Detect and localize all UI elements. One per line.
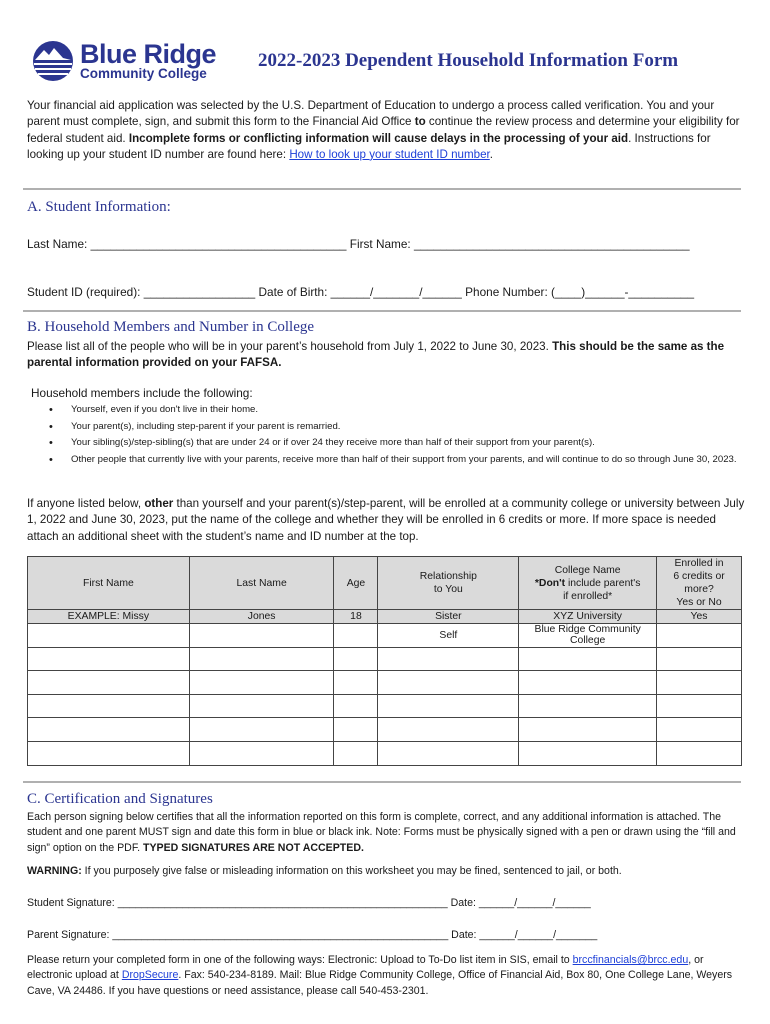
header-college-name: College Name *Don't include parent's if enrolled*	[519, 557, 657, 610]
household-table	[27, 556, 742, 766]
section-a-heading: A. Student Information:	[27, 199, 171, 215]
table-row	[28, 624, 742, 648]
first-name-cell[interactable]	[28, 624, 190, 648]
section-divider	[23, 781, 741, 783]
table-row	[28, 647, 742, 671]
relationship-cell: Self	[378, 624, 519, 648]
intro-paragraph: Your financial aid application was selected by the U.S. Department of Education to undergo a process called verification. You and your parent must complete, sign, and submit this form to the Financial Aid Office to continue the review process and determine your eligibility for federal student aid. Incomplete forms or conflicting information will cause delays in the processing of your aid. Instructions for looking up your student ID number are found here: How to look up your student ID number.	[27, 99, 740, 161]
student-signature-line[interactable]: Student Signature: ________________________________________________________ Date: ______/______/______	[27, 897, 591, 909]
warning-text: WARNING: If you purposely give false or misleading information on this worksheet you may be fined, sentenced to jail, or both.	[27, 865, 622, 877]
header-age: Age	[334, 557, 378, 610]
list-item: • Yourself, even if you don't live in their home.	[27, 402, 770, 419]
parent-signature-line[interactable]: Parent Signature: _________________________________________________________ Date: ______/______/_______	[27, 929, 598, 941]
header-relationship: Relationship to You	[378, 557, 519, 610]
enrolled-cell[interactable]	[657, 624, 742, 648]
logo-subtitle: Community College	[80, 66, 207, 81]
age-cell[interactable]	[334, 624, 378, 648]
id-dob-phone-line[interactable]: Student ID (required): _________________ Date of Birth: ______/_______/______ Phone Number: (____)______-__________	[27, 285, 695, 299]
section-c-heading: C. Certification and Signatures	[27, 791, 213, 807]
table-row	[28, 694, 742, 718]
table-header-row	[28, 557, 742, 610]
members-intro: Household members include the following:	[31, 386, 253, 400]
last-name-cell[interactable]	[189, 624, 334, 648]
table-row	[28, 718, 742, 742]
table-row	[28, 741, 742, 765]
student-id-help-link[interactable]: How to look up your student ID number	[289, 147, 490, 161]
header-first-name: First Name	[28, 557, 190, 610]
name-fields-line[interactable]: Last Name: _______________________________________ First Name: __________________________________________	[27, 237, 690, 251]
college-cell: Blue Ridge Community College	[519, 624, 657, 648]
household-instructions: Please list all of the people who will be in your parent’s household from July 1, 2022 to June 30, 2023. This should be the same as the parental information provided on your FAFSA.	[27, 340, 725, 370]
table-row	[28, 671, 742, 695]
header-last-name: Last Name	[189, 557, 334, 610]
list-item: • Your parent(s), including step-parent if your parent is remarried.	[27, 419, 770, 436]
college-instructions: If anyone listed below, other than yourself and your parent(s)/step-parent, will be enrolled at a community college or university between July 1, 2022 and June 30, 2023, put the name of the college and whether they will be enrolled in 6 credits or more. If more space is needed attach an additional sheet with the student’s name and ID number at the top.	[27, 497, 745, 543]
list-item: • Other people that currently live with your parents, receive more than half of their support from your parents, and will continue to do so through June 30, 2023.	[27, 452, 770, 469]
members-list	[27, 402, 770, 468]
example-row: EXAMPLE: Missy Jones 18 Sister XYZ University Yes	[28, 610, 742, 624]
page-title: 2022-2023 Dependent Household Information Form	[258, 50, 679, 71]
section-b-heading: B. Household Members and Number in College	[27, 319, 315, 335]
email-link[interactable]: brccfinancials@brcc.edu	[572, 954, 689, 966]
certification-text: Each person signing below certifies that all the information reported on this form is complete, correct, and any additional information is attached. The student and one parent MUST sign and date this form in blue or black ink. Note: Forms must be physically signed with a pen or drawn using the “fill and sign” option on the PDF. TYPED SIGNATURES ARE NOT ACCEPTED.	[27, 811, 736, 854]
section-divider	[23, 310, 741, 312]
return-instructions: Please return your completed form in one of the following ways: Electronic: Upload to To-Do list item in SIS, email to brccfinancials@brcc.edu, or electronic upload at DropSecure. Fax: 540-234-8189. Mail: Blue Ridge Community College, Office of Financial Aid, Box 80, One College Lane, Weyers Cave, VA 24486. If you have questions or need assistance, please call 540-453-2301.	[27, 954, 733, 997]
list-item: • Your sibling(s)/step-sibling(s) that are under 24 or if over 24 they receive more than half of their support from your parent(s).	[27, 435, 770, 452]
logo-name: Blue Ridge	[80, 39, 217, 69]
section-divider	[23, 188, 741, 190]
header-enrolled: Enrolled in 6 credits or more? Yes or No	[657, 557, 742, 610]
dropsecure-link[interactable]: DropSecure	[121, 969, 179, 982]
